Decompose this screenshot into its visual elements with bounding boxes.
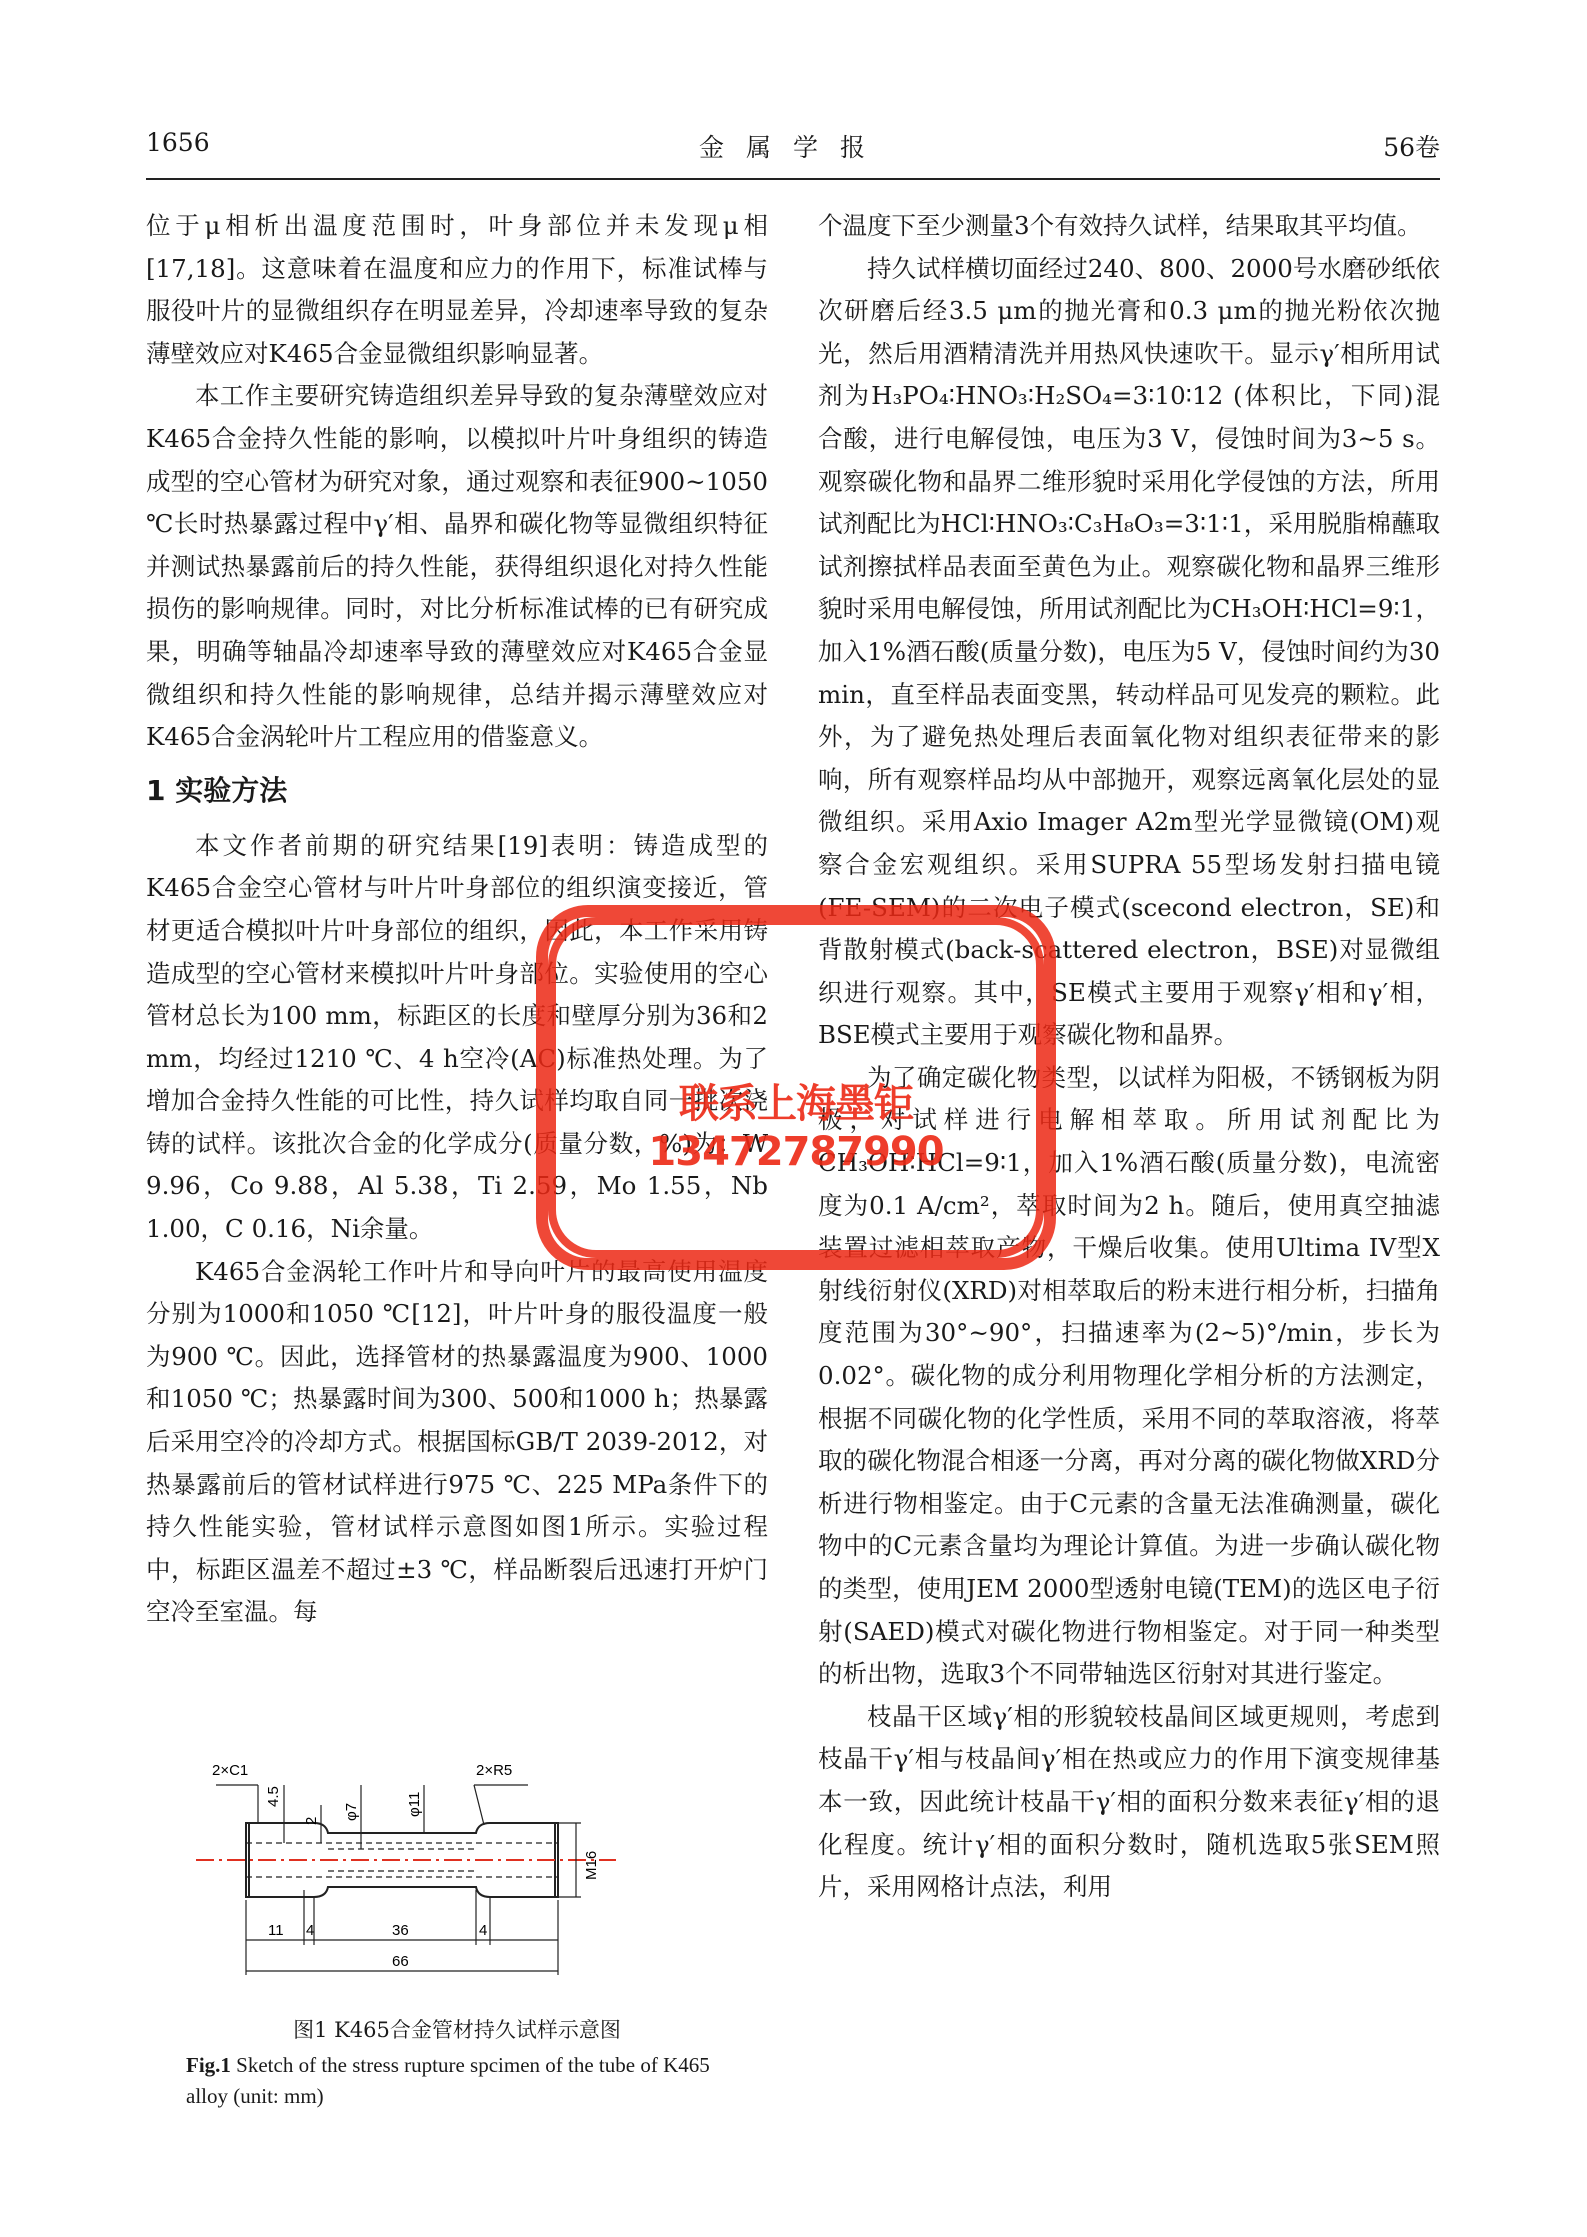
label-11: 11 xyxy=(268,1922,284,1939)
label-radius: 2×R5 xyxy=(476,1762,513,1779)
label-phi7: φ7 xyxy=(343,1802,360,1821)
dimension-lines xyxy=(216,1785,581,1975)
page-number: 1656 xyxy=(146,128,210,157)
label-4-5: 4.5 xyxy=(265,1786,282,1807)
watermark-text: 联系上海墨钜13472787990 xyxy=(648,1081,944,1175)
volume-label: 56卷 xyxy=(1383,133,1440,162)
paragraph: 位于μ相析出温度范围时，叶身部位并未发现μ相[17,18]。这意味着在温度和应力的作用下，标准试棒与服役叶片的显微组织存在明显差异，冷却速率导致的复杂薄壁效应对K465合金显微组织影响显著。 xyxy=(146,211,768,368)
label-phi11: φ11 xyxy=(406,1791,423,1817)
journal-name: 金属学报 xyxy=(698,133,887,162)
paragraph: 个温度下至少测量3个有效持久试样，结果取其平均值。 xyxy=(818,211,1422,240)
figure-caption-text: Sketch of the stress rupture spcimen of the tube of K465 alloy (unit: mm) xyxy=(186,2053,710,2108)
label-36: 36 xyxy=(392,1922,409,1939)
specimen-drawing xyxy=(176,1745,696,2000)
figure-caption-en xyxy=(186,2050,746,2112)
label-2: 2 xyxy=(303,1816,320,1825)
figure-caption-cn: 图1 K465合金管材持久试样示意图 xyxy=(293,2018,621,2042)
section-title: 1 实验方法 xyxy=(146,773,288,807)
label-m16: M16 xyxy=(583,1850,600,1880)
paragraph: 本文作者前期的研究结果[19]表明：铸造成型的K465合金空心管材与叶片叶身部位的组织演变接近，管材更适合模拟叶片叶身部位的组织，因此，本工作采用铸造成型的空心管材来模拟叶片叶身部位。实验使用的空心管材总长为100 mm，标距区的长度和壁厚分别为36和2 mm，均经过1210 ℃、4 h空冷(AC)标准热处理。为了增加合金持久性能的可比性，持久试样均取自同一批次浇铸的试样。该批次合金的化学成分(质量分数，%)为：W 9.96，Co 9.88，Al 5.38，Ti 2.59，Mo 1.55，Nb 1.00，C 0.16，Ni余量。 xyxy=(146,830,768,1244)
paragraph: 枝晶干区域γ′相的形貌较枝晶间区域更规则，考虑到枝晶干γ′相与枝晶间γ′相在热或应力的作用下演变规律基本一致，因此统计枝晶干γ′相的面积分数来表征γ′相的退化程度。统计γ′相的面积分数时，随机选取5张SEM照片，采用网格计点法，利用 xyxy=(818,1701,1440,1902)
figure-label: Fig.1 xyxy=(186,2053,231,2077)
label-chamfer: 2×C1 xyxy=(212,1762,249,1779)
label-4a: 4 xyxy=(306,1922,315,1939)
paragraph: 持久试样横切面经过240、800、2000号水磨砂纸依次研磨后经3.5 μm的抛光膏和0.3 μm的抛光粉依次抛光，然后用酒精清洗并用热风快速吹干。显示γ′相所用试剂为H₃PO₄∶HNO₃∶H₂SO₄=3∶10∶12 (体积比，下同)混合酸，进行电解侵蚀，电压为3 V，侵蚀时间为3~5 s。观察碳化物和晶界二维形貌时采用化学侵蚀的方法，所用试剂配比为HCl∶HNO₃∶C₃H₈O₃=3∶1∶1，采用脱脂棉蘸取试剂擦拭样品表面至黄色为止。观察碳化物和晶界三维形貌时采用电解侵蚀，所用试剂配比为CH₃OH∶HCl=9∶1，加入1%酒石酸(质量分数)，电压为5 V，侵蚀时间约为30 min，直至样品表面变黑，转动样品可见发亮的颗粒。此外，为了避免热处理后表面氧化物对组织表征带来的影响，所有观察样品均从中部抛开，观察远离氧化层处的显微组织。采用Axio Imager A2m型光学显微镜(OM)观察合金宏观组织。采用SUPRA 55型场发射扫描电镜(FE-SEM)的二次电子模式(scecond electron，SE)和背散射模式(back-scattered electron，BSE)对显微组织进行观察。其中，SE模式主要用于观察γ′相和γ′相，BSE模式主要用于观察碳化物和晶界。 xyxy=(818,253,1440,1050)
paragraph: K465合金涡轮工作叶片和导向叶片的最高使用温度分别为1000和1050 ℃[12]，叶片叶身的服役温度一般为900 ℃。因此，选择管材的热暴露温度为900、1000和1050 ℃；热暴露时间为300、500和1000 h；热暴露后采用空冷的冷却方式。根据国标GB/T 2039-2012，对热暴露前后的管材试样进行975 ℃、225 MPa条件下的持久性能实验，管材试样示意图如图1所示。实验过程中，标距区温差不超过±3 ℃，样品断裂后迅速打开炉门空冷至室温。每 xyxy=(146,1256,768,1627)
label-66: 66 xyxy=(392,1953,409,1970)
page-header xyxy=(146,128,1440,168)
paragraph: 为了确定碳化物类型，以试样为阳极，不锈钢板为阴极，对试样进行电解相萃取。所用试剂配比为CH₃OH∶HCl=9∶1，加入1%酒石酸(质量分数)，电流密度为0.1 A/cm²，萃取时间为2 h。随后，使用真空抽滤装置过滤相萃取产物，干燥后收集。使用Ultima IV型X射线衍射仪(XRD)对相萃取后的粉末进行相分析，扫描角度范围为30°~90°，扫描速率为(2~5)°/min，步长为0.02°。碳化物的成分利用物理化学相分析的方法测定，根据不同碳化物的化学性质，采用不同的萃取溶液，将萃取的碳化物混合相逐一分离，再对分离的碳化物做XRD分析进行物相鉴定。由于C元素的含量无法准确测量，碳化物中的C元素含量均为理论计算值。为进一步确认碳化物的类型，使用JEM 2000型透射电镜(TEM)的选区电子衍射(SAED)模式对碳化物进行物相鉴定。对于同一种类型的析出物，选取3个不同带轴选区衍射对其进行鉴定。 xyxy=(818,1062,1440,1689)
header-rule xyxy=(146,178,1440,180)
paragraph: 本工作主要研究铸造组织差异导致的复杂薄壁效应对K465合金持久性能的影响，以模拟叶片叶身组织的铸造成型的空心管材为研究对象，通过观察和表征900~1050 ℃长时热暴露过程中γ′相、晶界和碳化物等显微组织特征并测试热暴露前后的持久性能，获得组织退化对持久性能损伤的影响规律。同时，对比分析标准试棒的已有研究成果，明确等轴晶冷却速率导致的薄壁效应对K465合金显微组织和持久性能的影响规律，总结并揭示薄壁效应对K465合金涡轮叶片工程应用的借鉴意义。 xyxy=(146,381,768,752)
label-4b: 4 xyxy=(479,1922,488,1939)
